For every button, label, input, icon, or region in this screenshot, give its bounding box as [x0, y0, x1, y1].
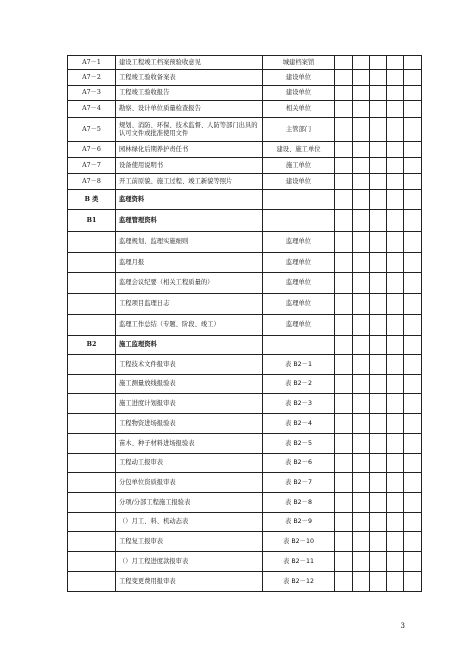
row-responsible-unit: 施工单位	[263, 158, 335, 174]
blank-cell	[353, 532, 370, 552]
blank-cell	[404, 572, 422, 592]
blank-cell	[335, 532, 353, 552]
table-row	[68, 86, 422, 101]
row-code: A7－6	[68, 142, 116, 158]
blank-cell	[370, 253, 387, 273]
blank-cell	[353, 473, 370, 493]
blank-cell	[335, 394, 353, 414]
blank-cell	[353, 210, 370, 232]
blank-cell	[335, 158, 353, 174]
blank-cell	[335, 552, 353, 572]
blank-cell	[404, 532, 422, 552]
blank-cell	[370, 552, 387, 572]
blank-cell	[387, 101, 404, 118]
blank-cell	[387, 158, 404, 174]
section-row	[68, 190, 422, 210]
blank-cell	[353, 493, 370, 513]
blank-cell	[335, 86, 353, 101]
blank-cell	[370, 190, 387, 210]
blank-cell	[387, 394, 404, 414]
row-code: B2	[68, 336, 116, 355]
row-responsible-unit: 建设单位	[263, 174, 335, 190]
blank-cell	[404, 473, 422, 493]
row-document-name: 工程技术文件报审表	[116, 355, 263, 375]
table-row	[68, 253, 422, 273]
row-responsible-unit	[263, 190, 335, 210]
row-code	[68, 232, 116, 253]
row-document-name: 工程动工报审表	[116, 454, 263, 473]
blank-cell	[387, 513, 404, 532]
table-row	[68, 158, 422, 174]
table-row	[68, 232, 422, 253]
blank-cell	[335, 434, 353, 454]
blank-cell	[387, 375, 404, 394]
blank-cell	[370, 493, 387, 513]
blank-cell	[370, 101, 387, 118]
blank-cell	[353, 552, 370, 572]
blank-cell	[335, 142, 353, 158]
blank-cell	[387, 473, 404, 493]
blank-cell	[404, 493, 422, 513]
blank-cell	[404, 70, 422, 86]
row-responsible-unit	[263, 210, 335, 232]
blank-cell	[404, 56, 422, 70]
row-code: A7－8	[68, 174, 116, 190]
blank-cell	[370, 355, 387, 375]
row-document-name: 工程物资进场报验表	[116, 414, 263, 434]
blank-cell	[404, 315, 422, 336]
row-code	[68, 454, 116, 473]
blank-cell	[387, 434, 404, 454]
blank-cell	[387, 174, 404, 190]
blank-cell	[370, 375, 387, 394]
row-document-name: 监理管理资料	[116, 210, 263, 232]
blank-cell	[353, 434, 370, 454]
blank-cell	[387, 336, 404, 355]
blank-cell	[335, 375, 353, 394]
section-row	[68, 210, 422, 232]
blank-cell	[353, 158, 370, 174]
row-code	[68, 394, 116, 414]
table-row	[68, 294, 422, 315]
blank-cell	[335, 493, 353, 513]
blank-cell	[370, 142, 387, 158]
blank-cell	[353, 294, 370, 315]
row-document-name: 开工前原貌、施工过程、竣工新貌等照片	[116, 174, 263, 190]
row-code	[68, 513, 116, 532]
blank-cell	[370, 210, 387, 232]
row-code	[68, 294, 116, 315]
row-document-name: 建设工程竣工档案预验收意见	[116, 56, 263, 70]
page-number: 3	[400, 622, 405, 630]
row-responsible-unit: 建设、施工单位	[263, 142, 335, 158]
row-responsible-unit: 表 B2－3	[263, 394, 335, 414]
row-code: B1	[68, 210, 116, 232]
blank-cell	[404, 232, 422, 253]
row-responsible-unit: 表 B2－12	[263, 572, 335, 592]
row-document-name: 施工测量放线报验表	[116, 375, 263, 394]
blank-cell	[335, 454, 353, 473]
blank-cell	[404, 355, 422, 375]
blank-cell	[370, 294, 387, 315]
row-code: A7－3	[68, 86, 116, 101]
blank-cell	[353, 355, 370, 375]
blank-cell	[353, 414, 370, 434]
blank-cell	[404, 118, 422, 142]
blank-cell	[387, 190, 404, 210]
blank-cell	[335, 294, 353, 315]
blank-cell	[404, 336, 422, 355]
row-code	[68, 273, 116, 294]
row-code	[68, 315, 116, 336]
row-code	[68, 493, 116, 513]
blank-cell	[387, 414, 404, 434]
blank-cell	[335, 572, 353, 592]
blank-cell	[370, 454, 387, 473]
row-code: A7－4	[68, 101, 116, 118]
row-code	[68, 552, 116, 572]
blank-cell	[335, 513, 353, 532]
row-document-name: 监理会议纪要（相关工程质量的）	[116, 273, 263, 294]
blank-cell	[404, 434, 422, 454]
table-row	[68, 355, 422, 375]
blank-cell	[404, 294, 422, 315]
row-document-name: 工程竣工验收备案表	[116, 70, 263, 86]
row-code	[68, 375, 116, 394]
blank-cell	[353, 273, 370, 294]
blank-cell	[335, 101, 353, 118]
blank-cell	[404, 375, 422, 394]
blank-cell	[387, 253, 404, 273]
blank-cell	[387, 294, 404, 315]
row-document-name: 施工监理资料	[116, 336, 263, 355]
blank-cell	[353, 572, 370, 592]
row-code	[68, 532, 116, 552]
row-document-name: 监理资料	[116, 190, 263, 210]
blank-cell	[335, 273, 353, 294]
blank-cell	[387, 532, 404, 552]
blank-cell	[404, 552, 422, 572]
blank-cell	[387, 142, 404, 158]
row-responsible-unit: 表 B2－8	[263, 493, 335, 513]
blank-cell	[387, 232, 404, 253]
blank-cell	[387, 315, 404, 336]
table-row	[68, 70, 422, 86]
row-document-name: 监理规划、监理实施细则	[116, 232, 263, 253]
row-document-name: 施工进度计划报审表	[116, 394, 263, 414]
blank-cell	[335, 336, 353, 355]
table-row	[68, 473, 422, 493]
row-responsible-unit: 表 B2－7	[263, 473, 335, 493]
row-code	[68, 473, 116, 493]
blank-cell	[404, 273, 422, 294]
blank-cell	[387, 210, 404, 232]
row-code: A7－1	[68, 56, 116, 70]
blank-cell	[387, 56, 404, 70]
row-responsible-unit: 表 B2－9	[263, 513, 335, 532]
blank-cell	[353, 56, 370, 70]
row-document-name: 规划、消防、环保、技术监督、人防等部门出具的认可文件或批准使用文件	[116, 118, 263, 142]
table-row	[68, 434, 422, 454]
blank-cell	[387, 493, 404, 513]
row-code	[68, 355, 116, 375]
row-document-name: 监理工作总结（专题、阶段、竣工）	[116, 315, 263, 336]
row-responsible-unit: 城建档案馆	[263, 56, 335, 70]
blank-cell	[335, 174, 353, 190]
blank-cell	[370, 315, 387, 336]
section-row	[68, 336, 422, 355]
table-row	[68, 375, 422, 394]
blank-cell	[335, 315, 353, 336]
row-code: B 类	[68, 190, 116, 210]
row-responsible-unit: 表 B2－10	[263, 532, 335, 552]
blank-cell	[353, 174, 370, 190]
table-row	[68, 273, 422, 294]
blank-cell	[353, 336, 370, 355]
row-code	[68, 434, 116, 454]
row-document-name: 监理月报	[116, 253, 263, 273]
blank-cell	[404, 414, 422, 434]
row-document-name: 苗木、种子材料进场报验表	[116, 434, 263, 454]
blank-cell	[370, 473, 387, 493]
blank-cell	[404, 142, 422, 158]
blank-cell	[404, 253, 422, 273]
blank-cell	[370, 232, 387, 253]
blank-cell	[404, 394, 422, 414]
blank-cell	[353, 454, 370, 473]
blank-cell	[353, 118, 370, 142]
blank-cell	[335, 414, 353, 434]
table-row	[68, 118, 422, 142]
blank-cell	[335, 232, 353, 253]
blank-cell	[370, 434, 387, 454]
row-code	[68, 253, 116, 273]
blank-cell	[387, 572, 404, 592]
table-row	[68, 142, 422, 158]
blank-cell	[335, 210, 353, 232]
blank-cell	[404, 513, 422, 532]
row-responsible-unit: 建设单位	[263, 86, 335, 101]
blank-cell	[370, 118, 387, 142]
blank-cell	[353, 190, 370, 210]
blank-cell	[353, 70, 370, 86]
row-document-name: 工程竣工验收报告	[116, 86, 263, 101]
row-responsible-unit: 表 B2－6	[263, 454, 335, 473]
row-responsible-unit: 相关单位	[263, 101, 335, 118]
blank-cell	[404, 101, 422, 118]
table-row	[68, 394, 422, 414]
table-row	[68, 414, 422, 434]
blank-cell	[353, 394, 370, 414]
table-row	[68, 56, 422, 70]
archive-list-table	[67, 55, 422, 592]
blank-cell	[370, 513, 387, 532]
blank-cell	[387, 70, 404, 86]
blank-cell	[370, 70, 387, 86]
table-row	[68, 454, 422, 473]
row-document-name: 设备使用说明书	[116, 158, 263, 174]
row-responsible-unit: 监理单位	[263, 232, 335, 253]
blank-cell	[370, 414, 387, 434]
row-document-name: 工程变更费用报审表	[116, 572, 263, 592]
blank-cell	[370, 86, 387, 101]
blank-cell	[387, 552, 404, 572]
blank-cell	[370, 158, 387, 174]
table-row	[68, 513, 422, 532]
row-responsible-unit	[263, 336, 335, 355]
row-code: A7－2	[68, 70, 116, 86]
blank-cell	[370, 56, 387, 70]
blank-cell	[370, 532, 387, 552]
blank-cell	[370, 174, 387, 190]
blank-cell	[387, 454, 404, 473]
row-document-name: （）月工、料、机动态表	[116, 513, 263, 532]
blank-cell	[335, 56, 353, 70]
blank-cell	[370, 336, 387, 355]
blank-cell	[353, 86, 370, 101]
blank-cell	[404, 454, 422, 473]
table-row	[68, 532, 422, 552]
row-responsible-unit: 监理单位	[263, 253, 335, 273]
row-responsible-unit: 表 B2－1	[263, 355, 335, 375]
blank-cell	[370, 273, 387, 294]
row-responsible-unit: 主管部门	[263, 118, 335, 142]
blank-cell	[404, 210, 422, 232]
blank-cell	[404, 174, 422, 190]
row-responsible-unit: 表 B2－5	[263, 434, 335, 454]
row-code	[68, 572, 116, 592]
blank-cell	[353, 101, 370, 118]
blank-cell	[387, 118, 404, 142]
row-document-name: （）月工程进度款报审表	[116, 552, 263, 572]
blank-cell	[387, 273, 404, 294]
blank-cell	[404, 158, 422, 174]
blank-cell	[335, 190, 353, 210]
blank-cell	[353, 375, 370, 394]
blank-cell	[335, 473, 353, 493]
table-row	[68, 572, 422, 592]
row-responsible-unit: 表 B2－11	[263, 552, 335, 572]
table-row	[68, 315, 422, 336]
row-code	[68, 414, 116, 434]
blank-cell	[370, 572, 387, 592]
table-row	[68, 552, 422, 572]
blank-cell	[353, 232, 370, 253]
blank-cell	[353, 315, 370, 336]
table-row	[68, 174, 422, 190]
row-document-name: 勘察、设计单位质量检查报告	[116, 101, 263, 118]
blank-cell	[353, 142, 370, 158]
row-responsible-unit: 监理单位	[263, 273, 335, 294]
row-code: A7－5	[68, 118, 116, 142]
blank-cell	[387, 355, 404, 375]
blank-cell	[335, 70, 353, 86]
table-row	[68, 493, 422, 513]
row-responsible-unit: 监理单位	[263, 315, 335, 336]
row-document-name: 工程项目监理日志	[116, 294, 263, 315]
blank-cell	[335, 118, 353, 142]
blank-cell	[335, 253, 353, 273]
row-document-name: 园林绿化后期养护责任书	[116, 142, 263, 158]
blank-cell	[353, 513, 370, 532]
blank-cell	[335, 355, 353, 375]
blank-cell	[353, 253, 370, 273]
row-document-name: 分包单位资质报审表	[116, 473, 263, 493]
table-row	[68, 101, 422, 118]
blank-cell	[387, 86, 404, 101]
row-document-name: 分项/分部工程施工报验表	[116, 493, 263, 513]
row-responsible-unit: 监理单位	[263, 294, 335, 315]
row-document-name: 工程复工报审表	[116, 532, 263, 552]
row-responsible-unit: 表 B2－4	[263, 414, 335, 434]
row-code: A7－7	[68, 158, 116, 174]
table-body	[68, 56, 422, 592]
blank-cell	[404, 86, 422, 101]
blank-cell	[404, 190, 422, 210]
row-responsible-unit: 表 B2－2	[263, 375, 335, 394]
row-responsible-unit: 建设单位	[263, 70, 335, 86]
blank-cell	[370, 394, 387, 414]
